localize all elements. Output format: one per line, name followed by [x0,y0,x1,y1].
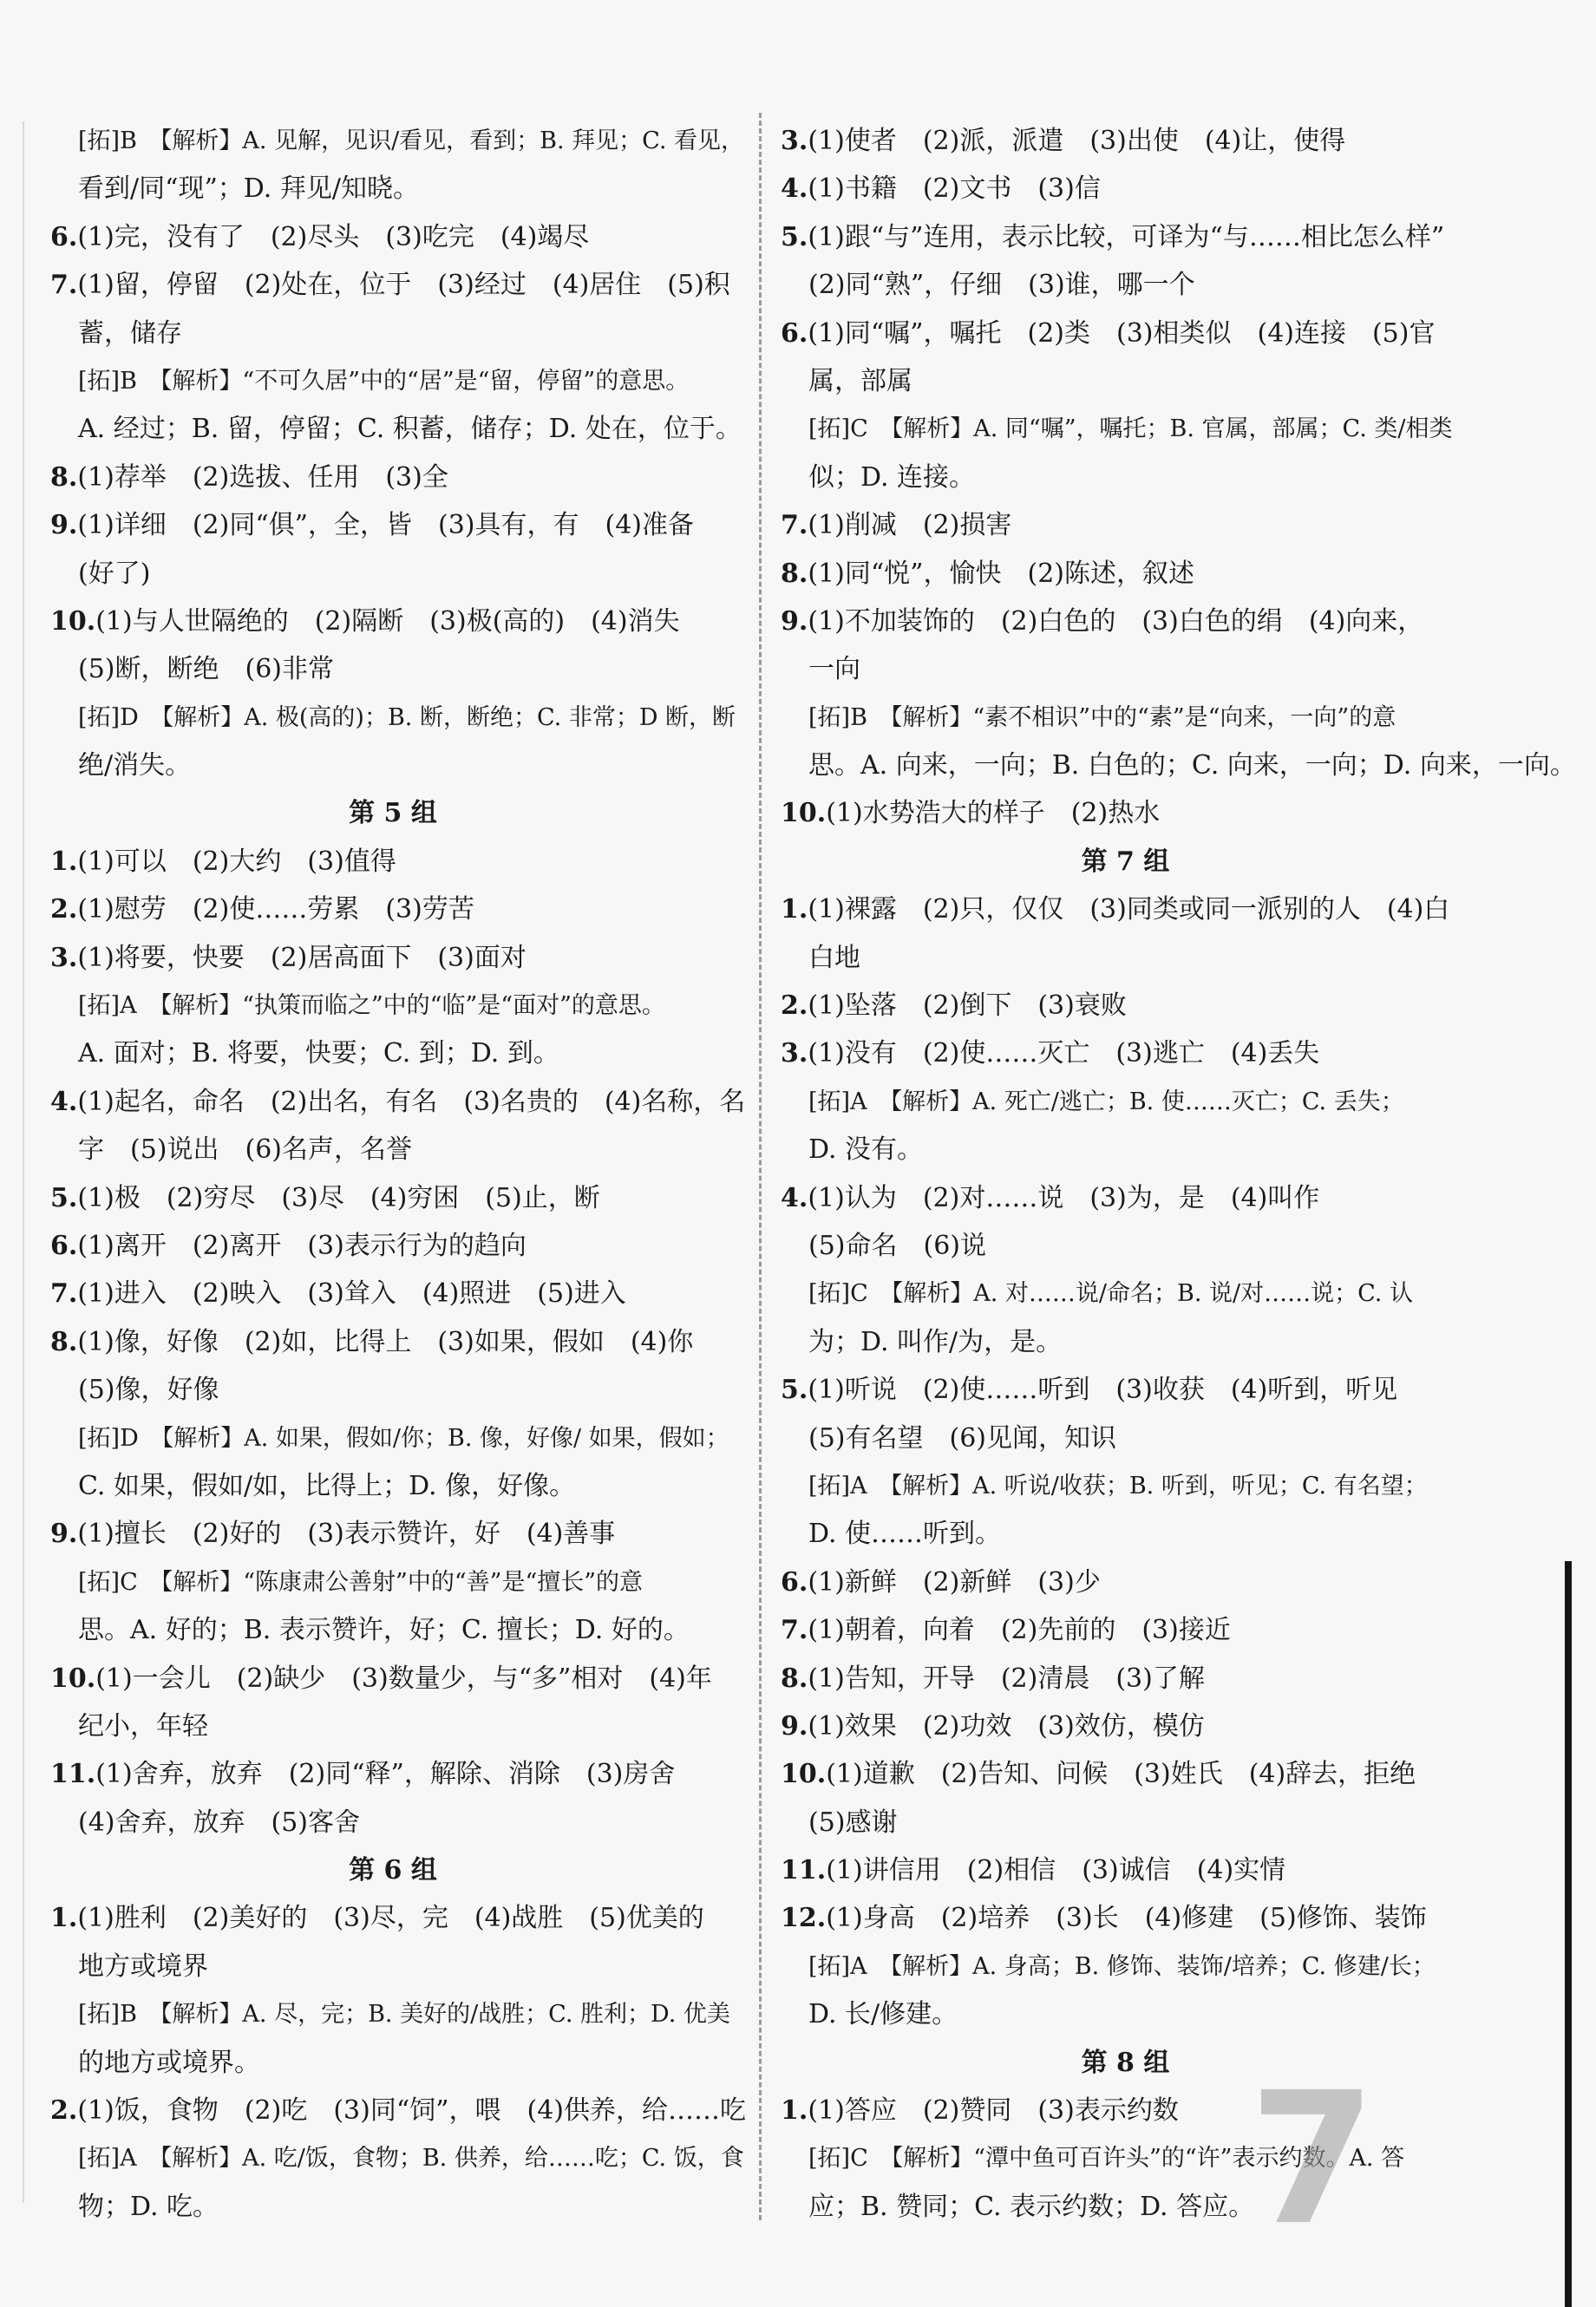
continuation-line: 一向 [808,654,860,685]
item-text: (1)道歉 (2)告知、问候 (3)姓氏 (4)辞去，拒绝 [826,1759,1416,1790]
item-text: (1)朝着，向着 (2)先前的 (3)接近 [808,1615,1231,1646]
continuation-line: (5)有名望 (6)见闻，知识 [808,1422,1116,1454]
left-margin-rule [23,121,24,2203]
extension-analysis: [拓]D 【解析】A. 如果，假如/你；B. 像，好像/ 如果，假如； [78,1424,729,1452]
item-number: 11. [781,1855,827,1886]
item-text: (1)削减 (2)损害 [808,510,1012,541]
extension-analysis: [拓]A 【解析】A. 吃/饭，食物；B. 供养，给……吃；C. 饭，食 [78,2145,744,2173]
item-number: 7. [50,270,78,301]
item-text: (1)极 (2)穷尽 (3)尽 (4)穷困 (5)止，断 [77,1182,600,1213]
continuation-line: 白地 [808,942,860,973]
item-number: 2. [50,2095,78,2127]
answer-item [50,1270,736,1317]
item-number: 10. [50,605,96,637]
extension-analysis: [拓]C 【解析】“潭中鱼可百许头”的“许”表示约数。A. 答 [808,2145,1405,2173]
extension-analysis: [拓]B 【解析】“素不相识”中的“素”是“向来，一向”的意 [808,703,1396,731]
item-text: (1)跟“与”连用，表示比较，可译为“与……相比怎么样” [808,221,1445,252]
item-text: (1)新鲜 (2)新鲜 (3)少 [808,1566,1101,1598]
item-number: 10. [781,798,827,829]
continuation-line: 纪小，年轻 [78,1710,208,1742]
answer-item [781,598,1470,645]
continuation-line: D. 长/修建。 [808,1999,958,2030]
extension-analysis: [拓]A 【解析】A. 身高；B. 修饰、装饰/培养；C. 修建/长； [808,1952,1436,1980]
group-heading: 第 7 组 [1081,846,1170,877]
answer-item [781,1366,1470,1414]
extension-analysis: [拓]B 【解析】A. 见解，见识/看见，看到；B. 拜见；C. 看见， [78,127,745,154]
item-text: (1)水势浩大的样子 (2)热水 [826,798,1161,829]
continuation-line: 蓄，储存 [78,317,182,349]
column-divider [759,113,762,2220]
item-text: (1)详细 (2)同“俱”，全，皆 (3)具有，有 (4)准备 [77,510,694,541]
item-text: (1)起名，命名 (2)出名，有名 (3)名贵的 (4)名称，名 [77,1086,746,1117]
answer-item [50,213,736,261]
item-number: 6. [50,221,78,252]
item-number: 5. [781,221,808,252]
item-text: (1)答应 (2)赞同 (3)表示约数 [808,2095,1179,2127]
continuation-line: C. 如果，假如/如，比得上；D. 像，好像。 [78,1470,576,1501]
item-text: (1)完，没有了 (2)尽头 (3)吃完 (4)竭尽 [77,221,590,252]
item-number: 1. [50,846,78,877]
answer-item [50,1222,736,1270]
item-text: (1)告知，开导 (2)清晨 (3)了解 [808,1663,1205,1694]
item-text: (1)没有 (2)使……灭亡 (3)逃亡 (4)丢失 [808,1038,1320,1069]
item-text: (1)裸露 (2)只，仅仅 (3)同类或同一派别的人 (4)白 [808,894,1450,925]
item-text: (1)一会儿 (2)缺少 (3)数量少，与“多”相对 (4)年 [95,1663,712,1694]
continuation-line: A. 经过；B. 留，停留；C. 积蓄，储存；D. 处在，位于。 [78,414,742,445]
item-text: (1)胜利 (2)美好的 (3)尽，完 (4)战胜 (5)优美的 [77,1903,704,1934]
answer-item [50,1655,736,1702]
item-text: (1)书籍 (2)文书 (3)信 [808,173,1101,205]
extension-analysis: [拓]A 【解析】A. 听说/收获；B. 听到，听见；C. 有名望； [808,1472,1428,1500]
answer-item [781,1894,1470,1942]
right-column [781,117,1576,2231]
continuation-line: (2)同“熟”，仔细 (3)谁，哪一个 [808,270,1195,301]
continuation-line: 应；B. 赞同；C. 表示约数；D. 答应。 [808,2191,1255,2222]
answer-item [50,838,736,886]
item-text: (1)不加装饰的 (2)白色的 (3)白色的绢 (4)向来， [808,605,1424,637]
continuation-line: 似；D. 连接。 [808,461,976,493]
answer-item [50,1510,736,1558]
item-text: (1)慰劳 (2)使……劳累 (3)劳苦 [77,894,474,925]
item-text: (1)进入 (2)映入 (3)耸入 (4)照进 (5)进入 [77,1278,626,1310]
item-number: 2. [781,990,808,1022]
answer-item [50,454,736,501]
continuation-line: 的地方或境界。 [78,2047,260,2078]
item-number: 6. [50,1230,78,1261]
item-number: 5. [781,1375,808,1406]
item-number: 11. [50,1759,96,1790]
answer-item [50,1894,736,1942]
answer-item [50,1318,736,1366]
item-text: (1)与人世隔绝的 (2)隔断 (3)极(高的) (4)消失 [95,605,680,637]
answer-item [781,1559,1470,1606]
item-text: (1)身高 (2)培养 (3)长 (4)修建 (5)修饰、装饰 [826,1903,1427,1934]
item-text: (1)认为 (2)对……说 (3)为，是 (4)叫作 [808,1182,1320,1213]
item-text: (1)留，停留 (2)处在，位于 (3)经过 (4)居住 (5)积 [77,270,730,301]
continuation-line: 看到/同“现”；D. 拜见/知晓。 [78,173,419,205]
page-number: 7 [1249,2053,1377,2265]
continuation-line: (4)舍弃，放弃 (5)客舍 [78,1807,360,1838]
item-number: 1. [50,1903,78,1934]
answer-item [781,165,1470,212]
item-text: (1)讲信用 (2)相信 (3)诚信 (4)实情 [826,1855,1286,1886]
item-number: 9. [50,1519,78,1550]
answer-item [50,886,736,933]
answer-item [50,934,736,982]
answer-item [781,501,1470,549]
answer-item [50,501,736,549]
continuation-line: (好了) [78,558,151,589]
extension-analysis: [拓]A 【解析】“执策而临之”中的“临”是“面对”的意思。 [78,992,665,1020]
item-text: (1)擅长 (2)好的 (3)表示赞许，好 (4)善事 [77,1519,616,1550]
answer-item [781,1655,1470,1702]
item-text: (1)将要，快要 (2)居高面下 (3)面对 [77,942,527,973]
answer-item [781,789,1470,837]
item-number: 3. [781,126,808,156]
answer-item [781,117,1470,165]
continuation-line: (5)像，好像 [78,1375,219,1406]
item-number: 8. [781,558,808,589]
continuation-line: 思。A. 向来，一向；B. 白色的；C. 向来，一向；D. 向来，一向。 [808,750,1576,781]
item-number: 6. [781,317,808,349]
continuation-line: 字 (5)说出 (6)名声，名誉 [78,1134,412,1166]
item-number: 10. [781,1759,827,1790]
answer-item [781,550,1470,598]
item-number: 4. [781,173,808,205]
item-number: 9. [781,1710,808,1742]
item-number: 1. [781,2095,808,2127]
continuation-line: 属，部属 [808,365,912,396]
left-column [50,117,746,2231]
item-text: (1)离开 (2)离开 (3)表示行为的趋向 [77,1230,527,1261]
answer-item [781,310,1470,357]
answer-item [781,1606,1470,1654]
answer-item [50,1078,746,1126]
extension-analysis: [拓]C 【解析】“陈康肃公善射”中的“善”是“擅长”的意 [78,1568,644,1596]
answer-item [781,1029,1470,1077]
item-number: 8. [50,1326,78,1357]
continuation-line: 为；D. 叫作/为，是。 [808,1326,1063,1357]
answer-item [50,598,736,645]
continuation-line: 思。A. 好的；B. 表示赞许，好；C. 擅长；D. 好的。 [78,1615,690,1646]
answer-item [781,1702,1470,1750]
item-number: 4. [781,1182,808,1213]
answer-item [50,261,736,309]
answer-item [781,1174,1470,1222]
item-text: (1)饭，食物 (2)吃 (3)同“饲”，喂 (4)供养，给……吃 [77,2095,746,2127]
item-text: (1)荐举 (2)选拔、任用 (3)全 [77,461,448,493]
continuation-line: D. 使……听到。 [808,1519,1002,1550]
item-text: (1)像，好像 (2)如，比得上 (3)如果，假如 (4)你 [77,1326,694,1357]
answer-item [50,1174,736,1222]
continuation-line: A. 面对；B. 将要，快要；C. 到；D. 到。 [78,1038,559,1069]
continuation-line: (5)命名 (6)说 [808,1230,986,1261]
item-number: 7. [781,510,808,541]
item-text: (1)坠落 (2)倒下 (3)衰败 [808,990,1127,1022]
continuation-line: (5)断，断绝 (6)非常 [78,654,334,685]
answer-item [781,886,1470,933]
item-text: (1)可以 (2)大约 (3)值得 [77,846,396,877]
item-number: 12. [781,1903,827,1934]
continuation-line: 绝/消失。 [78,750,192,781]
group-heading: 第 8 组 [1081,2047,1170,2078]
continuation-line: D. 没有。 [808,1134,924,1166]
item-number: 4. [50,1086,78,1117]
item-text: (1)听说 (2)使……听到 (3)收获 (4)听到，听见 [808,1375,1398,1406]
item-number: 1. [781,894,808,925]
extension-analysis: [拓]D 【解析】A. 极(高的)；B. 断，断绝；C. 非常；D 断，断 [78,703,736,731]
item-number: 8. [781,1663,808,1694]
answer-item [781,1846,1470,1894]
item-number: 6. [781,1566,808,1598]
extension-analysis: [拓]C 【解析】A. 对……说/命名；B. 说/对……说；C. 认 [808,1280,1413,1308]
item-number: 5. [50,1182,78,1213]
answer-item [50,1750,736,1798]
answer-item [781,1750,1470,1798]
item-number: 7. [781,1615,808,1646]
answer-item [781,213,1470,261]
item-text: (1)同“悦”，愉快 (2)陈述，叙述 [808,558,1194,589]
group-heading: 第 6 组 [349,1855,437,1886]
item-number: 8. [50,461,78,493]
item-number: 9. [781,605,808,637]
item-text: (1)同“嘱”，嘱托 (2)类 (3)相类似 (4)连接 (5)官 [808,317,1436,349]
item-text: (1)舍弃，放弃 (2)同“释”，解除、消除 (3)房舍 [95,1759,676,1790]
answer-item [50,2087,746,2134]
extension-analysis: [拓]B 【解析】“不可久居”中的“居”是“留，停留”的意思。 [78,367,690,395]
item-number: 7. [50,1278,78,1310]
group-heading: 第 5 组 [349,798,437,829]
item-number: 3. [50,942,78,973]
extension-analysis: [拓]A 【解析】A. 死亡/逃亡；B. 使……灭亡；C. 丢失； [808,1088,1404,1115]
continuation-line: 地方或境界 [78,1951,208,1982]
extension-analysis: [拓]C 【解析】A. 同“嘱”，嘱托；B. 官属，部属；C. 类/相类 [808,415,1453,443]
continuation-line: (5)感谢 [808,1807,898,1838]
continuation-line: 物；D. 吃。 [78,2191,219,2222]
item-number: 10. [50,1663,96,1694]
item-number: 2. [50,894,78,925]
extension-analysis: [拓]B 【解析】A. 尽，完；B. 美好的/战胜；C. 胜利；D. 优美 [78,2001,730,2029]
right-edge-bar [1565,1561,1572,2307]
item-number: 9. [50,510,78,541]
item-text: (1)效果 (2)功效 (3)效仿，模仿 [808,1710,1205,1742]
item-text: (1)使者 (2)派，派遣 (3)出使 (4)让，使得 [808,126,1346,156]
item-number: 3. [781,1038,808,1069]
answer-item [781,982,1470,1029]
